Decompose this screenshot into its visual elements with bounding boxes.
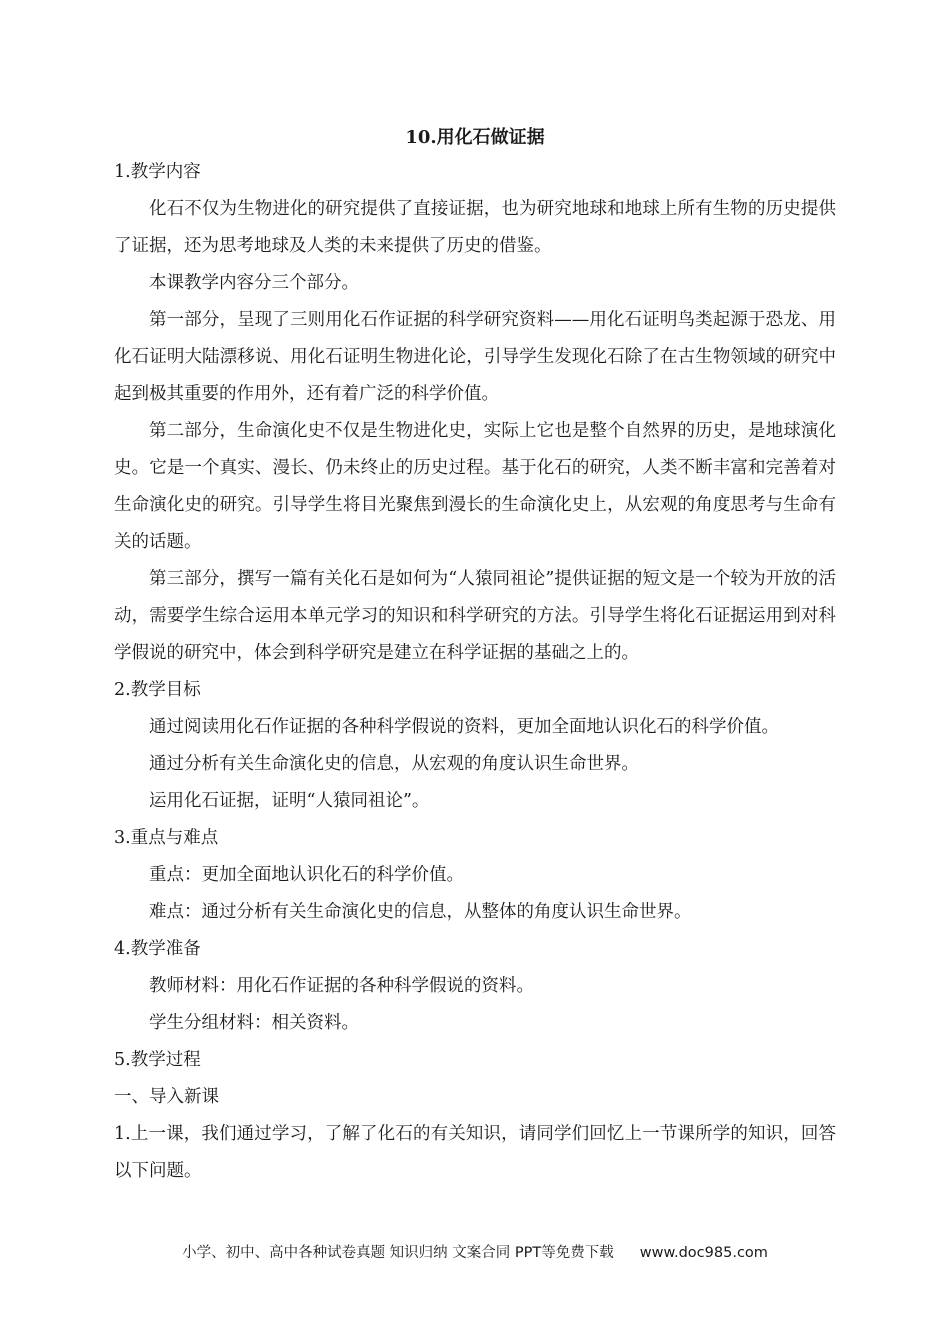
keypoint-item: 重点：更加全面地认识化石的科学价值。 bbox=[149, 865, 464, 885]
goal-item: 通过分析有关生命演化史的信息，从宏观的角度认识生命世界。 bbox=[149, 754, 639, 774]
prep-item: 教师材料：用化石作证据的各种科学假说的资料。 bbox=[149, 976, 534, 996]
section-heading-process: 5.教学过程 bbox=[114, 1050, 201, 1070]
paragraph: 第二部分，生命演化史不仅是生物进化史，实际上它也是整个自然界的历史，是地球演化史。它是一个真实、漫长、仍未终止的历史过程。基于化石的研究，人类不断丰富和完善着对生命演化史的研究。引导学生将目光聚焦到漫长的生命演化史上，从宏观的角度思考与生命有关的话题。 bbox=[114, 421, 836, 552]
paragraph: 第三部分，撰写一篇有关化石是如何为“人猿同祖论”提供证据的短文是一个较为开放的活动，需要学生综合运用本单元学习的知识和科学研究的方法。引导学生将化石证据运用到对科学假说的研究中，体会到科学研究是建立在科学证据的基础之上的。 bbox=[114, 569, 836, 663]
footer-site-link[interactable]: www.doc985.com bbox=[639, 1245, 768, 1261]
prep-item: 学生分组材料：相关资料。 bbox=[149, 1013, 359, 1033]
section-heading-content: 1.教学内容 bbox=[114, 162, 201, 182]
section-heading-goals: 2.教学目标 bbox=[114, 680, 201, 700]
section-heading-keypoints: 3.重点与难点 bbox=[114, 828, 219, 848]
sub-heading-intro: 一、导入新课 bbox=[114, 1087, 219, 1107]
page-footer bbox=[0, 1241, 950, 1262]
paragraph: 第一部分，呈现了三则用化石作证据的科学研究资料——用化石证明鸟类起源于恐龙、用化石证明大陆漂移说、用化石证明生物进化论，引导学生发现化石除了在古生物领域的研究中起到极其重要的作用外，还有着广泛的科学价值。 bbox=[114, 310, 836, 404]
paragraph: 化石不仅为生物进化的研究提供了直接证据，也为研究地球和地球上所有生物的历史提供了证据，还为思考地球及人类的未来提供了历史的借鉴。 bbox=[114, 199, 836, 256]
goal-item: 通过阅读用化石作证据的各种科学假说的资料，更加全面地认识化石的科学价值。 bbox=[149, 717, 779, 737]
section-heading-prep: 4.教学准备 bbox=[114, 939, 201, 959]
paragraph: 本课教学内容分三个部分。 bbox=[149, 273, 359, 293]
paragraph: 1.上一课，我们通过学习，了解了化石的有关知识，请同学们回忆上一节课所学的知识，回答以下问题。 bbox=[114, 1124, 836, 1181]
footer-text: 小学、初中、高中各种试卷真题 知识归纳 文案合同 PPT等免费下载 bbox=[182, 1245, 614, 1261]
document-title: 10.用化石做证据 bbox=[405, 127, 545, 148]
keypoint-item: 难点：通过分析有关生命演化史的信息，从整体的角度认识生命世界。 bbox=[149, 902, 692, 922]
document-body bbox=[114, 122, 836, 1190]
goal-item: 运用化石证据，证明“人猿同祖论”。 bbox=[149, 791, 430, 811]
